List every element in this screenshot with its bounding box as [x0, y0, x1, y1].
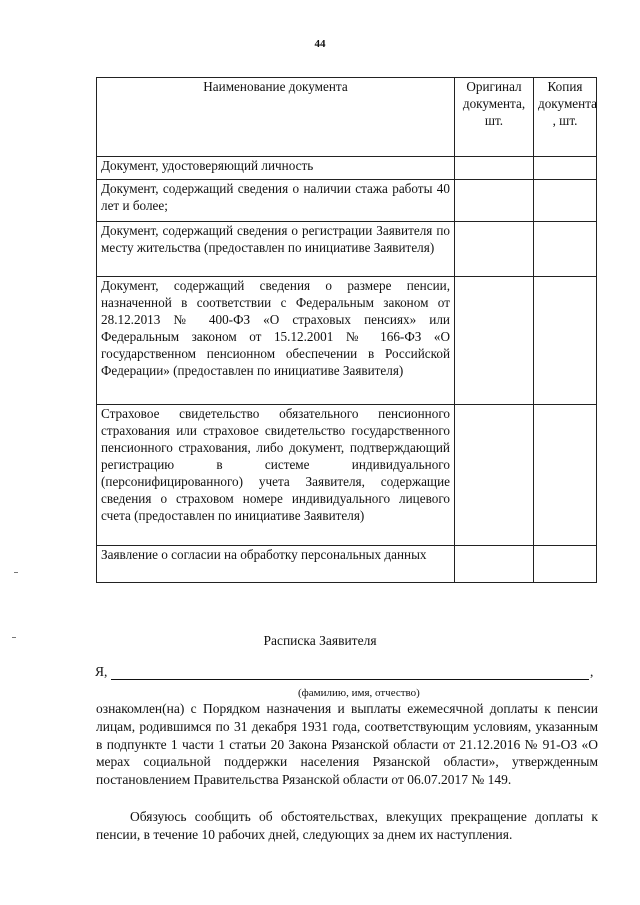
obligation-paragraph: Обязуюсь сообщить об обстоятельствах, влекущих прекращение доплаты к пенсии, в течение 10 рабочих дней, следующих за днем их наступления. [96, 809, 598, 842]
scan-speck [12, 637, 16, 638]
table-row [97, 546, 597, 583]
copy-count-cell [534, 222, 597, 277]
copy-count-cell [534, 546, 597, 583]
document-name-cell: Документ, содержащий сведения о размере пенсии, назначенной в соответствии с Федеральным законом от 28.12.2013 № 400-ФЗ «О страховых пенсиях» или Федеральным законом от 15.12.2001 № 166-ФЗ «О государственном пенсионном обеспечении в Российской Федерации» (предоставлен по инициативе Заявителя) [97, 277, 455, 405]
line-comma: , [590, 664, 594, 679]
documents-table [96, 77, 597, 583]
page-number: 44 [314, 38, 326, 50]
document-name-cell: Страховое свидетельство обязательного пенсионного страхования или страховое свидетельство государственного пенсионного страхования, либо документ, подтверждающий регистрацию в системе индивидуального (персонифицированного) учета Заявителя, содержащие сведения о страховом номере индивидуального лицевого счета (предоставлен по инициативе Заявителя) [97, 405, 455, 546]
document-name-cell: Документ, содержащий сведения о наличии стажа работы 40 лет и более; [97, 180, 455, 222]
header-original-count: Оригинал документа, шт. [455, 78, 534, 157]
table-header-row [97, 78, 597, 157]
table-row [97, 405, 597, 546]
applicant-name-line [95, 664, 615, 684]
scan-speck [14, 572, 18, 573]
original-count-cell [455, 405, 534, 546]
table-row [97, 222, 597, 277]
original-count-cell [455, 157, 534, 180]
fio-caption: (фамилию, имя, отчество) [298, 687, 420, 699]
copy-count-cell [534, 180, 597, 222]
table-row [97, 180, 597, 222]
original-count-cell [455, 222, 534, 277]
copy-count-cell [534, 405, 597, 546]
table-row [97, 277, 597, 405]
header-copy-count: Копия документа , шт. [534, 78, 597, 157]
receipt-title: Расписка Заявителя [263, 633, 377, 648]
original-count-cell [455, 277, 534, 405]
document-name-cell: Документ, удостоверяющий личность [97, 157, 455, 180]
original-count-cell [455, 180, 534, 222]
name-underline [111, 679, 589, 680]
copy-count-cell [534, 277, 597, 405]
table-row [97, 157, 597, 180]
document-name-cell: Заявление о согласии на обработку персональных данных [97, 546, 455, 583]
document-name-cell: Документ, содержащий сведения о регистрации Заявителя по месту жительства (предоставлен по инициативе Заявителя) [97, 222, 455, 277]
original-count-cell [455, 546, 534, 583]
header-document-name: Наименование документа [97, 78, 455, 157]
copy-count-cell [534, 157, 597, 180]
ya-label: Я, [95, 664, 108, 679]
acknowledgement-paragraph: ознакомлен(на) с Порядком назначения и выплаты ежемесячной доплаты к пенсии лицам, родившимся по 31 декабря 1931 года, соответствующим условиям, указанным в подпункте 1 части 1 статьи 20 Закона Рязанской области от 21.12.2016 № 91-ОЗ «О мерах социальной поддержки населения Рязанской области», утвержденным постановлением Правительства Рязанской области от 06.07.2017 № 149. [96, 701, 598, 788]
